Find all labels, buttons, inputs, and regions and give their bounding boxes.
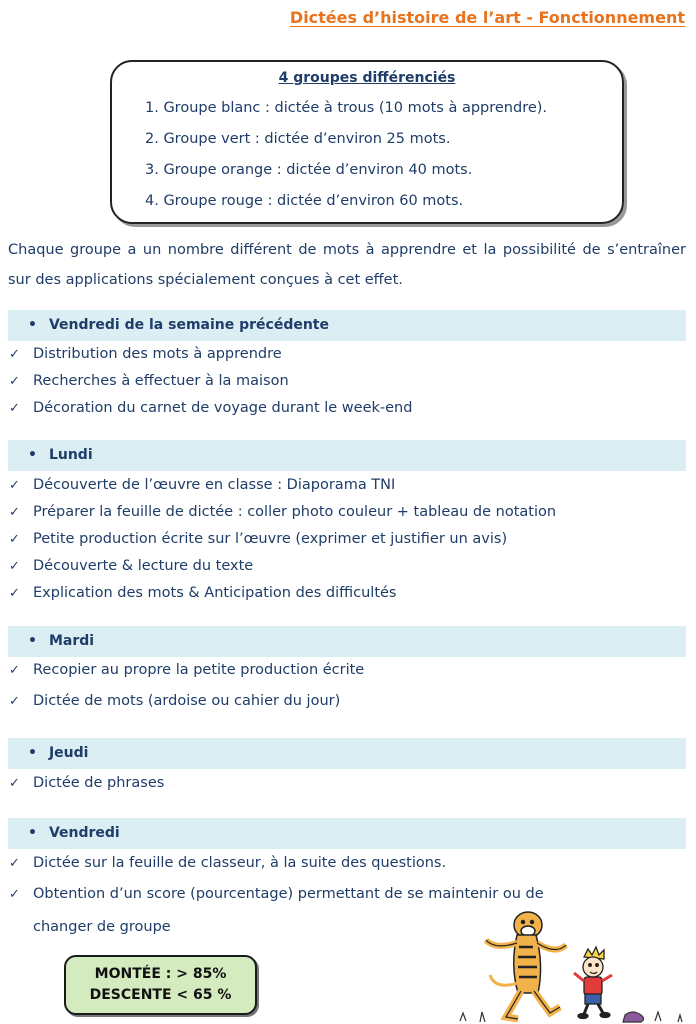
check-icon: ✓ [9, 856, 20, 871]
bullet-icon: • [28, 745, 37, 761]
day-header-thursday [8, 738, 686, 769]
day-label: Lundi [48, 447, 93, 463]
list-item [9, 553, 689, 580]
list-item [9, 472, 689, 499]
list-item [9, 770, 689, 797]
check-icon: ✓ [9, 887, 20, 902]
check-icon: ✓ [9, 694, 20, 709]
item-text: Dictée de mots (ardoise ou cahier du jour) [33, 693, 341, 709]
item-text: Recherches à effectuer à la maison [33, 373, 289, 389]
calvin-hobbes-illustration [420, 895, 696, 1024]
day-label: Mardi [48, 633, 95, 649]
score-down-label: DESCENTE < 65 % [89, 987, 232, 1003]
check-icon: ✓ [9, 532, 20, 547]
groups-heading: 4 groupes différenciés [278, 70, 456, 86]
day-header-monday [8, 440, 686, 471]
boy-figure [574, 947, 612, 1019]
group-item: 3. Groupe orange : dictée d’environ 40 mots. [145, 162, 473, 178]
bullet-icon: • [28, 825, 37, 841]
list-item [9, 688, 689, 715]
item-text: Recopier au propre la petite production écrite [33, 662, 365, 678]
groups-box [110, 60, 624, 224]
grass-decoration [460, 1012, 682, 1022]
check-icon: ✓ [9, 347, 20, 362]
list-item [9, 368, 689, 395]
day-label: Vendredi [48, 825, 120, 841]
day-label: Jeudi [48, 745, 89, 761]
item-text: Préparer la feuille de dictée : coller photo couleur + tableau de notation [33, 504, 557, 520]
item-text: Dictée sur la feuille de classeur, à la suite des questions. [33, 855, 447, 871]
check-icon: ✓ [9, 505, 20, 520]
intro-paragraph: Chaque groupe a un nombre différent de mots à apprendre et la possibilité de s’entraîner sur des applications spécialement conçues à cet effet. [8, 242, 686, 288]
bullet-icon: • [28, 317, 37, 333]
check-icon: ✓ [9, 586, 20, 601]
item-text-continued: changer de groupe [33, 919, 171, 935]
list-item [9, 657, 689, 684]
bullet-icon: • [28, 633, 37, 649]
group-item: 1. Groupe blanc : dictée à trous (10 mots à apprendre). [145, 100, 548, 116]
item-text: Dictée de phrases [33, 775, 165, 791]
day-header-tuesday [8, 626, 686, 657]
item-text: Petite production écrite sur l’œuvre (exprimer et justifier un avis) [33, 531, 508, 547]
page-title: Dictées d’histoire de l’art - Fonctionnement [289, 8, 685, 27]
bullet-icon: • [28, 447, 37, 463]
item-text: Explication des mots & Anticipation des difficultés [33, 585, 397, 601]
day-header-friday [8, 818, 686, 849]
item-text: Distribution des mots à apprendre [33, 346, 282, 362]
day-label: Vendredi de la semaine précédente [48, 317, 329, 333]
item-text: Découverte de l’œuvre en classe : Diaporama TNI [33, 477, 396, 493]
item-text: Découverte & lecture du texte [33, 558, 254, 574]
score-up-label: MONTÉE : > 85% [94, 966, 227, 982]
list-item [9, 526, 689, 553]
group-item: 4. Groupe rouge : dictée d’environ 60 mots. [145, 193, 464, 209]
list-item [9, 341, 689, 368]
list-item [9, 850, 689, 877]
check-icon: ✓ [9, 401, 20, 416]
group-item: 2. Groupe vert : dictée d’environ 25 mots. [145, 131, 451, 147]
groups-list [145, 100, 547, 224]
tiger-figure [486, 912, 566, 1019]
score-box [64, 955, 257, 1015]
list-item [9, 499, 689, 526]
check-icon: ✓ [9, 374, 20, 389]
check-icon: ✓ [9, 478, 20, 493]
check-icon: ✓ [9, 663, 20, 678]
item-text: Obtention d’un score (pourcentage) permettant de se maintenir ou de [33, 886, 544, 902]
list-item [9, 580, 689, 607]
day-header-previous-friday [8, 310, 686, 341]
item-text: Décoration du carnet de voyage durant le week-end [33, 400, 413, 416]
check-icon: ✓ [9, 559, 20, 574]
list-item [9, 395, 689, 422]
check-icon: ✓ [9, 776, 20, 791]
